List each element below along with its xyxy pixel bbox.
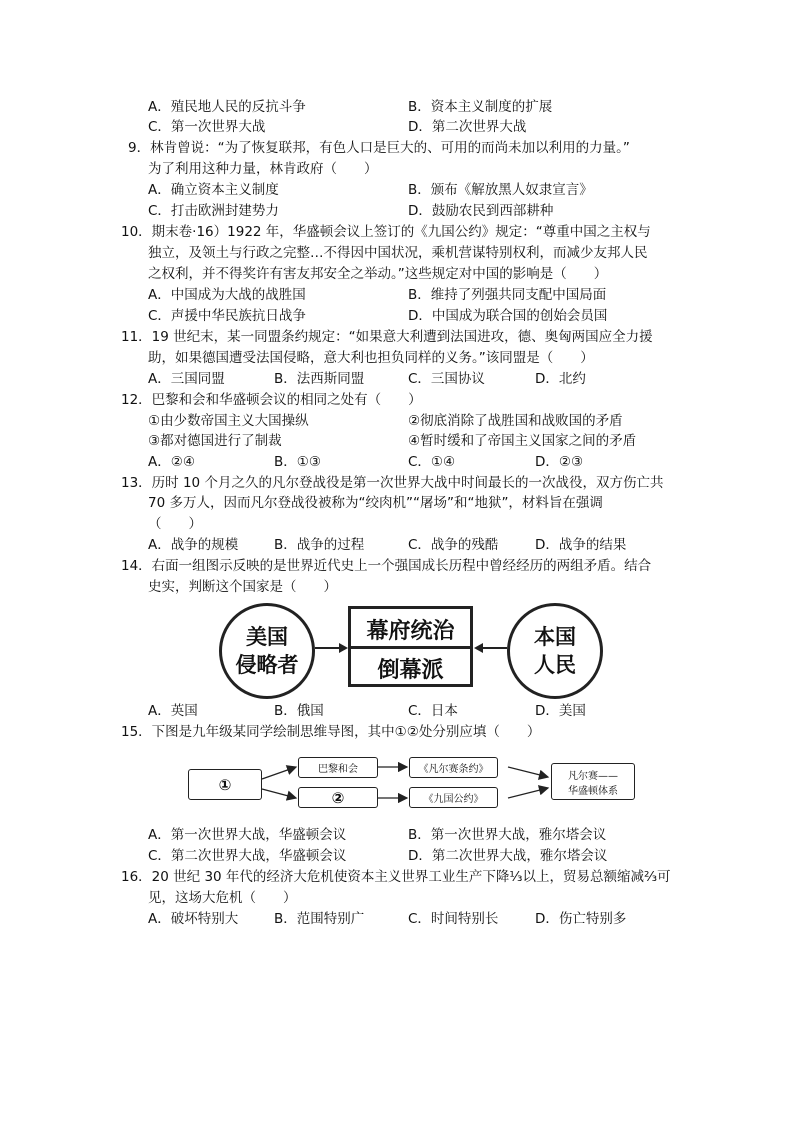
q15-option-a[interactable]: A．第一次世界大战，华盛顿会议 bbox=[148, 827, 347, 843]
q14-option-d[interactable]: D．美国 bbox=[535, 703, 586, 719]
q13-stem-line1: 13．历时 10 个月之久的凡尔登战役是第一次世界大战中时间最长的一次战役，双方伤亡共 bbox=[121, 475, 664, 491]
q10-option-d[interactable]: D．中国成为联合国的创始会员国 bbox=[408, 308, 608, 324]
q12-item-2: ②彻底消除了战胜国和战败国的矛盾 bbox=[408, 413, 623, 429]
q11-option-c[interactable]: C．三国协议 bbox=[408, 371, 485, 387]
q10-option-a[interactable]: A．中国成为大战的战胜国 bbox=[148, 287, 306, 303]
q14-stem-line1: 14．右面一组图示反映的是世界近代史上一个强国成长历程中曾经经历的两组矛盾。结合 bbox=[121, 558, 652, 574]
q14-option-b[interactable]: B．俄国 bbox=[274, 703, 324, 719]
q8-option-b[interactable]: B．资本主义制度的扩展 bbox=[408, 99, 553, 115]
q12-item-1: ①由少数帝国主义大国操纵 bbox=[148, 413, 309, 429]
q11-option-d[interactable]: D．北约 bbox=[535, 371, 586, 387]
q15-top2-label: 《凡尔赛条约》 bbox=[418, 764, 489, 775]
q9-stem-line1: 9．林肯曾说：“为了恢复联邦，有色人口是巨大的、可用的而尚未加以利用的力量。” bbox=[128, 140, 630, 156]
q14-right-label-2: 人民 bbox=[534, 652, 576, 677]
q14-stem-line2: 史实，判断这个国家是（ ） bbox=[148, 579, 337, 595]
q15-top1-label: 巴黎和会 bbox=[318, 764, 358, 775]
q8-option-a[interactable]: A．殖民地人民的反抗斗争 bbox=[148, 99, 306, 115]
q11-stem-line2: 助，如果德国遭受法国侵略，意大利也担负同样的义务。”该同盟是（ ） bbox=[148, 350, 594, 366]
q13-option-d[interactable]: D．战争的结果 bbox=[535, 537, 627, 553]
q16-stem-line1: 16．20 世纪 30 年代的经济大危机使资本主义世界工业生产下降⅓以上，贸易总额缩减⅔可 bbox=[121, 869, 671, 885]
q14-option-a[interactable]: A．英国 bbox=[148, 703, 198, 719]
q10-stem-line1: 10．期末卷·16）1922 年，华盛顿会议上签订的《九国公约》规定：“尊重中国之主权与 bbox=[121, 224, 651, 240]
q14-box-bottom-label: 倒幕派 bbox=[377, 657, 444, 683]
q15-bottom1-label: ② bbox=[331, 788, 345, 807]
q15-end-label-1: 凡尔赛—— bbox=[568, 770, 618, 782]
q14-option-c[interactable]: C．日本 bbox=[408, 703, 458, 719]
q11-option-b[interactable]: B．法西斯同盟 bbox=[274, 371, 365, 387]
q16-stem-line2: 见，这场大危机（ ） bbox=[148, 890, 297, 906]
q14-left-label-1: 美国 bbox=[246, 624, 288, 649]
q14-box-top-label: 幕府统治 bbox=[366, 618, 455, 644]
q15-option-b[interactable]: B．第一次世界大战，雅尔塔会议 bbox=[408, 827, 607, 843]
q11-option-a[interactable]: A．三国同盟 bbox=[148, 371, 225, 387]
q14-right-label-1: 本国 bbox=[534, 624, 576, 649]
q9-stem-line2: 为了利用这种力量，林肯政府（ ） bbox=[148, 161, 378, 177]
q10-option-b[interactable]: B．维持了列强共同支配中国局面 bbox=[408, 287, 607, 303]
q9-option-b[interactable]: B．颁布《解放黑人奴隶宣言》 bbox=[408, 182, 593, 198]
q10-stem-line3: 之权利，并不得奖许有害友邦安全之举动。”这些规定对中国的影响是（ ） bbox=[148, 266, 608, 282]
q14-left-label-2: 侵略者 bbox=[235, 652, 299, 677]
q13-stem-line3: （ ） bbox=[148, 516, 202, 532]
q16-option-d[interactable]: D．伤亡特别多 bbox=[535, 911, 627, 927]
q15-start-label: ① bbox=[218, 775, 232, 794]
q11-stem-line1: 11．19 世纪末，某一同盟条约规定：“如果意大利遭到法国进攻，德、奥匈两国应全力援 bbox=[121, 329, 653, 345]
q13-option-c[interactable]: C．战争的残酷 bbox=[408, 537, 499, 553]
q8-option-c[interactable]: C．第一次世界大战 bbox=[148, 119, 266, 135]
q15-option-d[interactable]: D．第二次世界大战，雅尔塔会议 bbox=[408, 848, 608, 864]
q13-option-a[interactable]: A．战争的规模 bbox=[148, 537, 239, 553]
q15-stem-line1: 15．下图是九年级某同学绘制思维导图，其中①②处分别应填（ ） bbox=[121, 724, 541, 740]
q12-option-a[interactable]: A．②④ bbox=[148, 454, 195, 470]
q16-option-b[interactable]: B．范围特别广 bbox=[274, 911, 365, 927]
q13-stem-line2: 70 多万人，因而凡尔登战役被称为“绞肉机”“屠场”和“地狱”，材料旨在强调 bbox=[148, 495, 603, 511]
q10-stem-line2: 独立，及领土与行政之完整…不得因中国状况，乘机营谋特别权利，而减少友邦人民 bbox=[148, 245, 648, 261]
q8-option-d[interactable]: D．第二次世界大战 bbox=[408, 119, 527, 135]
q12-item-4: ④暂时缓和了帝国主义国家之间的矛盾 bbox=[408, 433, 637, 449]
q15-end-label-2: 华盛顿体系 bbox=[568, 785, 618, 797]
q13-option-b[interactable]: B．战争的过程 bbox=[274, 537, 365, 553]
q12-stem-line1: 12．巴黎和会和华盛顿会议的相同之处有（ ） bbox=[121, 392, 422, 408]
q9-option-c[interactable]: C．打击欧洲封建势力 bbox=[148, 203, 279, 219]
q9-option-d[interactable]: D．鼓励农民到西部耕种 bbox=[408, 203, 554, 219]
q12-option-d[interactable]: D．②③ bbox=[535, 454, 584, 470]
q15-option-c[interactable]: C．第二次世界大战，华盛顿会议 bbox=[148, 848, 347, 864]
q10-option-c[interactable]: C．声援中华民族抗日战争 bbox=[148, 308, 306, 324]
q15-bottom2-label: 《九国公约》 bbox=[423, 794, 484, 805]
q16-option-c[interactable]: C．时间特别长 bbox=[408, 911, 499, 927]
q12-option-c[interactable]: C．①④ bbox=[408, 454, 456, 470]
q12-option-b[interactable]: B．①③ bbox=[274, 454, 321, 470]
q9-option-a[interactable]: A．确立资本主义制度 bbox=[148, 182, 279, 198]
q16-option-a[interactable]: A．破坏特别大 bbox=[148, 911, 239, 927]
q12-item-3: ③都对德国进行了制裁 bbox=[148, 433, 282, 449]
